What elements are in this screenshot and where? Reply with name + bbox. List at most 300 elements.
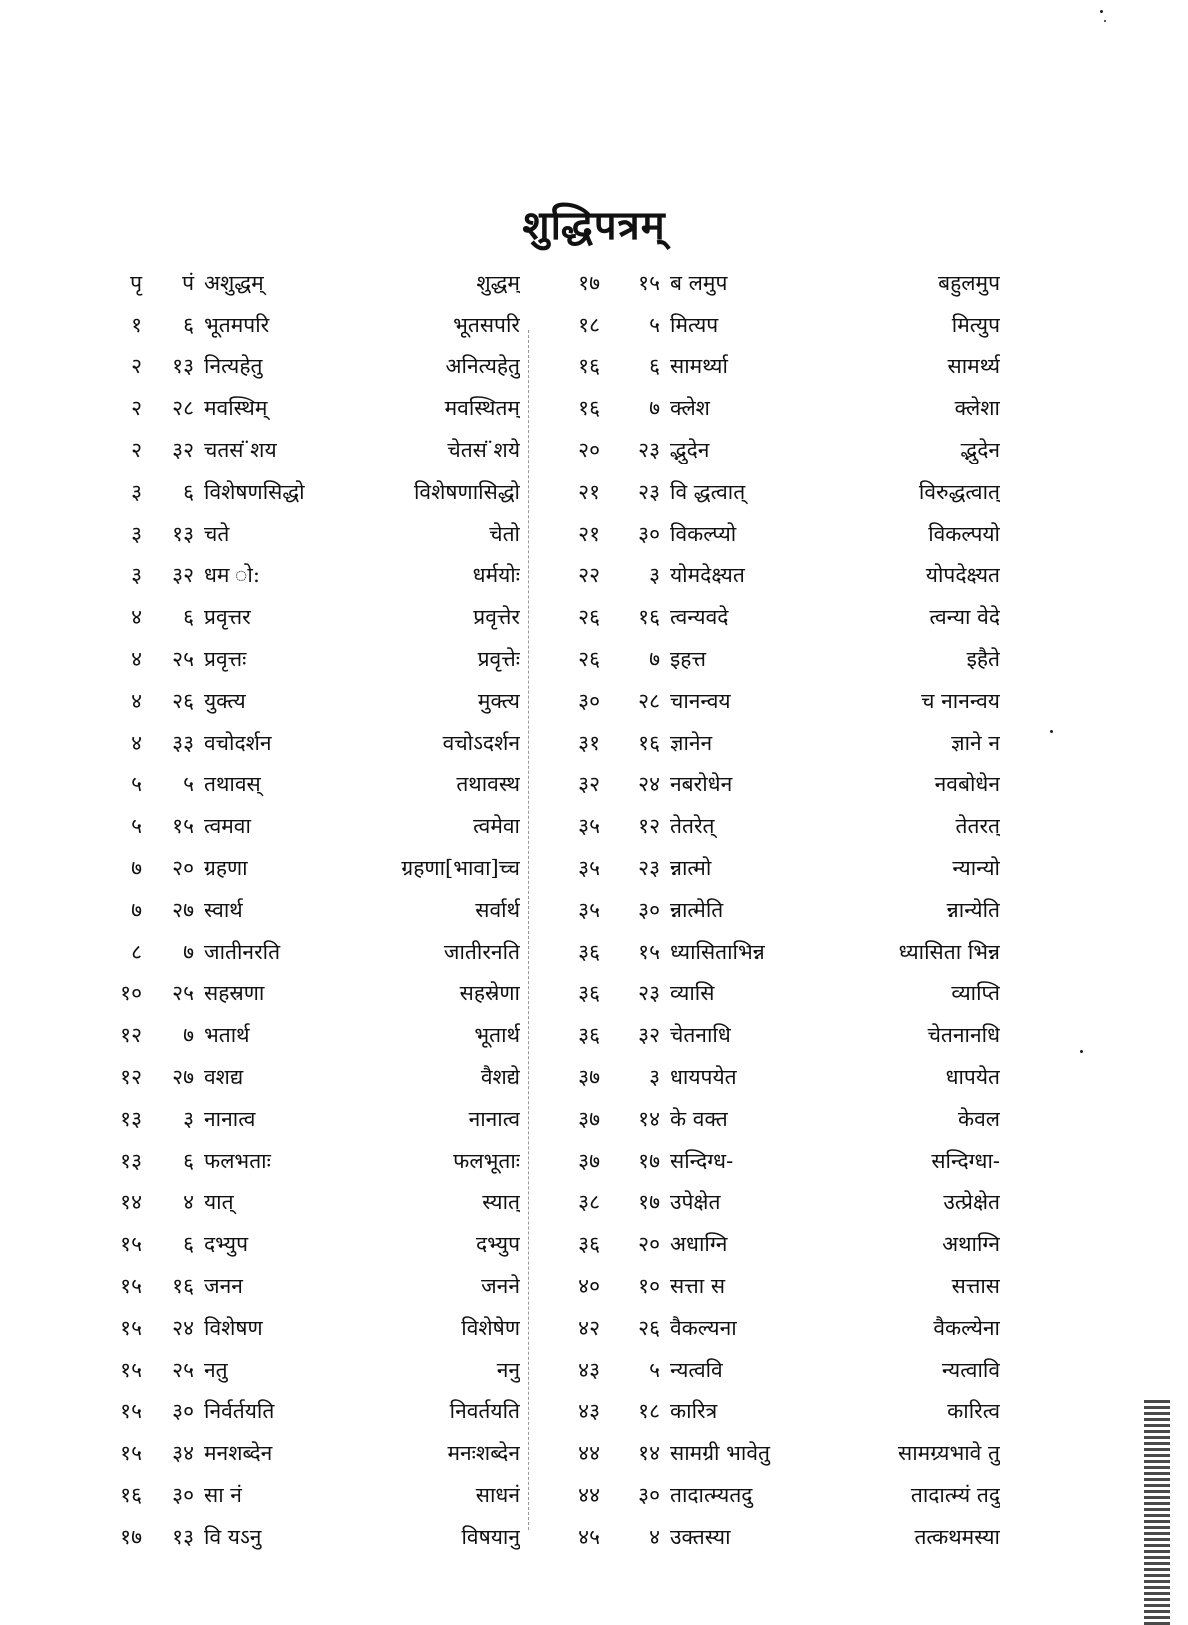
errata-row: [560, 1432, 1000, 1474]
errata-row: [560, 680, 1000, 722]
row-correct: धापयेत: [945, 1065, 1000, 1090]
row-correct: च नानन्वय: [921, 688, 1000, 713]
row-page: ३१: [578, 730, 600, 755]
errata-row: [560, 1391, 1000, 1433]
row-line: १०: [638, 1274, 660, 1299]
row-page: ३५: [578, 897, 600, 922]
errata-row: [100, 304, 520, 346]
row-incorrect: वचोदर्शन: [204, 730, 272, 755]
row-line: १२: [638, 814, 660, 839]
row-correct: कारित्व: [947, 1399, 1000, 1424]
row-correct: चेतो: [489, 521, 520, 546]
row-line: ७: [183, 939, 194, 964]
row-page: १२: [120, 1023, 142, 1048]
row-line: ४: [649, 1524, 660, 1549]
row-page: १८: [578, 312, 600, 337]
row-incorrect: सामर्थ्या: [670, 354, 728, 379]
row-correct: तेतरत्: [955, 814, 1000, 839]
row-correct: स्यात्: [482, 1190, 520, 1215]
errata-row: [560, 262, 1000, 304]
errata-row: [100, 471, 520, 513]
row-correct: व्याप्ति: [951, 981, 1000, 1006]
row-correct: विषयानु: [461, 1524, 520, 1549]
row-correct: सामर्थ्य: [947, 354, 1000, 379]
errata-row: [100, 1391, 520, 1433]
row-correct: मवस्थितम्: [444, 396, 520, 421]
page-title: शुद्धिपत्रम्: [522, 202, 666, 249]
errata-list-left: [100, 304, 520, 1558]
row-incorrect: प्रवृत्तर: [204, 605, 251, 630]
row-page: ४३: [578, 1357, 600, 1382]
scan-speck: [1104, 20, 1106, 22]
row-correct: त्वमेवा: [473, 814, 520, 839]
errata-row: [560, 1182, 1000, 1224]
row-correct: निवर्तयति: [449, 1399, 520, 1424]
row-incorrect: तथावस्: [204, 772, 261, 797]
errata-row: [100, 638, 520, 680]
row-incorrect: उक्तस्या: [670, 1524, 731, 1549]
row-incorrect: इहत्त: [670, 647, 706, 672]
row-line: ७: [649, 647, 660, 672]
row-page: २: [131, 396, 142, 421]
row-correct: उत्प्रेक्षेत: [943, 1190, 1000, 1215]
errata-row: [560, 1516, 1000, 1558]
errata-row: [100, 1516, 520, 1558]
row-line: १३: [172, 1524, 194, 1549]
row-line: २०: [638, 1232, 660, 1257]
errata-row: [100, 513, 520, 555]
scan-speck: [1050, 730, 1053, 733]
errata-row: [100, 764, 520, 806]
row-line: ६: [183, 1148, 194, 1173]
row-line: २८: [172, 396, 194, 421]
errata-column-right: [560, 262, 1000, 1558]
row-page: ४५: [578, 1524, 600, 1549]
row-correct: वचोऽदर्शन: [442, 730, 520, 755]
row-line: ३२: [172, 563, 194, 588]
row-incorrect: उपेक्षेत: [670, 1190, 721, 1215]
errata-row: [100, 1432, 520, 1474]
row-line: २४: [638, 772, 660, 797]
row-incorrect: प्रवृत्तः: [204, 647, 247, 672]
row-line: २६: [172, 688, 194, 713]
row-incorrect: वि द्धत्वात्: [670, 479, 746, 504]
row-line: २७: [172, 897, 194, 922]
row-correct: योपदेक्ष्यत: [925, 563, 1000, 588]
row-correct: मित्युप: [951, 312, 1000, 337]
row-correct: जातीरनति: [443, 939, 520, 964]
scan-speck: [1080, 1050, 1083, 1053]
row-incorrect: ज्ञानेन: [670, 730, 713, 755]
errata-row: [100, 1349, 520, 1391]
row-incorrect: चते: [204, 521, 230, 546]
errata-row: [100, 596, 520, 638]
row-line: ३: [649, 1065, 660, 1090]
row-correct: विरुद्धत्वात्: [918, 479, 1000, 504]
row-line: ४: [183, 1190, 194, 1215]
row-line: १५: [638, 939, 660, 964]
row-incorrect: कारित्र: [670, 1399, 718, 1424]
errata-row: [560, 1307, 1000, 1349]
row-incorrect: अधाग्नि: [670, 1232, 728, 1257]
row-page: १५: [120, 1357, 142, 1382]
errata-row: [560, 1474, 1000, 1516]
row-incorrect: दभ्युप: [204, 1232, 248, 1257]
row-incorrect: चतस ̈शय: [204, 438, 277, 463]
row-correct: तथावस्थ: [456, 772, 520, 797]
row-page: १७: [578, 270, 600, 295]
row-line: १४: [638, 1441, 660, 1466]
errata-row: [100, 1182, 520, 1224]
row-page: ५: [131, 772, 142, 797]
row-page: १५: [120, 1441, 142, 1466]
row-incorrect: न्यत्ववि: [670, 1357, 723, 1382]
errata-row: [100, 1223, 520, 1265]
row-incorrect: ध्यासिताभिन्न: [670, 939, 765, 964]
errata-row: [560, 973, 1000, 1015]
row-page: ३२: [578, 772, 600, 797]
errata-row: [100, 680, 520, 722]
row-page: १४: [120, 1190, 142, 1215]
errata-row: [560, 1098, 1000, 1140]
errata-row: [560, 805, 1000, 847]
row-line: २७: [172, 1065, 194, 1090]
row-correct: इहैते: [966, 647, 1000, 672]
row-correct: ज्ञाने न: [951, 730, 1000, 755]
row-page: ७: [131, 856, 142, 881]
row-incorrect: तेतरेत्: [670, 814, 715, 839]
row-incorrect: ग्रहणा: [204, 856, 248, 881]
row-line: २५: [172, 1357, 194, 1382]
row-page: १७: [120, 1524, 142, 1549]
row-line: २५: [172, 981, 194, 1006]
errata-row: [560, 847, 1000, 889]
header-line: पं: [182, 270, 194, 295]
row-correct: बहुलमुप: [938, 270, 1000, 295]
errata-row: [560, 513, 1000, 555]
errata-row: [100, 722, 520, 764]
row-incorrect: जातीनरति: [204, 939, 281, 964]
row-correct: मुक्त्य: [477, 688, 520, 713]
errata-row: [100, 429, 520, 471]
row-line: १५: [638, 270, 660, 295]
row-incorrect: वैकल्यना: [670, 1315, 737, 1340]
row-correct: सत्तास: [951, 1274, 1000, 1299]
row-correct: विकल्पयो: [928, 521, 1000, 546]
row-line: ६: [183, 1232, 194, 1257]
row-correct: जनने: [481, 1274, 520, 1299]
row-incorrect: निर्वर्तयति: [204, 1399, 275, 1424]
row-page: ४: [131, 647, 142, 672]
scan-edge-mark: [1144, 1400, 1170, 1625]
errata-row: [100, 805, 520, 847]
row-correct: सन्दिग्धा-: [931, 1148, 1000, 1173]
column-header: [100, 262, 520, 304]
row-incorrect: यात्: [204, 1190, 234, 1215]
row-incorrect: वि यऽनु: [204, 1524, 262, 1549]
errata-row: [560, 1349, 1000, 1391]
row-incorrect: मनशब्देन: [204, 1441, 273, 1466]
row-line: ६: [183, 312, 194, 337]
row-line: ३०: [638, 897, 660, 922]
row-correct: चेतस ̈शये: [447, 438, 520, 463]
row-correct: सर्वार्थ: [475, 897, 520, 922]
row-page: १: [131, 312, 142, 337]
row-incorrect: धम ो:: [204, 563, 260, 588]
row-correct: नवबोधेन: [934, 772, 1000, 797]
errata-row: [100, 889, 520, 931]
errata-row: [100, 847, 520, 889]
row-incorrect: नित्यहेतु: [204, 354, 263, 379]
row-page: १२: [120, 1065, 142, 1090]
row-line: २४: [172, 1315, 194, 1340]
row-incorrect: सत्ता स: [670, 1274, 726, 1299]
errata-row: [100, 973, 520, 1015]
errata-row: [560, 1014, 1000, 1056]
row-incorrect: नतु: [204, 1357, 228, 1382]
row-line: ३३: [172, 730, 194, 755]
row-incorrect: सा नं: [204, 1483, 242, 1507]
row-line: ३०: [172, 1483, 194, 1507]
errata-row: [560, 889, 1000, 931]
errata-row: [560, 931, 1000, 973]
row-page: २६: [578, 647, 600, 672]
row-line: १३: [172, 354, 194, 379]
row-line: ३२: [172, 438, 194, 463]
row-page: ३५: [578, 856, 600, 881]
row-page: ३७: [578, 1148, 600, 1173]
row-line: १६: [172, 1274, 194, 1299]
errata-row: [100, 346, 520, 388]
row-page: ४: [131, 605, 142, 630]
row-page: ३६: [578, 1023, 600, 1048]
errata-row: [100, 1265, 520, 1307]
row-incorrect: त्वमवा: [204, 814, 251, 839]
row-line: १७: [638, 1190, 660, 1215]
row-line: १५: [172, 814, 194, 839]
errata-row: [560, 387, 1000, 429]
row-correct: तत्कथमस्या: [914, 1524, 1000, 1549]
row-page: २: [131, 354, 142, 379]
row-line: २५: [172, 647, 194, 672]
row-page: ३०: [578, 688, 600, 713]
row-correct: साधनं: [475, 1483, 520, 1507]
row-line: ३०: [638, 521, 660, 546]
row-incorrect: नबरोधेन: [670, 772, 733, 797]
row-page: ४४: [578, 1441, 600, 1466]
row-incorrect: व्यासि: [670, 981, 715, 1006]
row-correct: न्नान्येति: [946, 897, 1000, 922]
errata-row: [560, 429, 1000, 471]
row-page: ४४: [578, 1483, 600, 1507]
row-incorrect: द्भुदेन: [670, 438, 710, 463]
scan-speck: [1100, 10, 1103, 13]
row-correct: भूतार्थ: [474, 1023, 520, 1048]
errata-row: [560, 1223, 1000, 1265]
row-incorrect: योमदेक्ष्यत: [670, 563, 745, 588]
row-incorrect: क्लेश: [670, 396, 710, 421]
row-line: ७: [183, 1023, 194, 1048]
row-correct: प्रवृत्तेः: [477, 647, 520, 672]
row-correct: वैशद्ये: [480, 1065, 520, 1090]
row-incorrect: भूतमपरि: [204, 312, 270, 337]
row-page: २२: [578, 563, 600, 588]
row-page: १५: [120, 1399, 142, 1424]
row-correct: प्रवृत्तेर: [473, 605, 520, 630]
row-correct: अथाग्नि: [942, 1232, 1000, 1257]
row-line: ५: [183, 772, 194, 797]
row-line: २८: [638, 688, 660, 713]
row-page: ३६: [578, 981, 600, 1006]
row-correct: चेतनानधि: [927, 1023, 1000, 1048]
errata-row: [560, 722, 1000, 764]
row-incorrect: सामग्री भावेतु: [670, 1441, 770, 1466]
row-page: १०: [120, 981, 142, 1006]
header-page: पृ: [130, 270, 142, 295]
row-correct: सहस्रेणा: [459, 981, 520, 1006]
row-page: ४२: [578, 1315, 600, 1340]
errata-row: [100, 1098, 520, 1140]
row-page: ३७: [578, 1065, 600, 1090]
row-correct: ध्यासिता भिन्न: [898, 939, 1000, 964]
row-page: १६: [578, 396, 600, 421]
row-page: ३६: [578, 1232, 600, 1257]
errata-row: [560, 346, 1000, 388]
row-page: ४: [131, 688, 142, 713]
errata-list-right: [560, 262, 1000, 1558]
errata-row: [560, 1056, 1000, 1098]
row-line: १६: [638, 730, 660, 755]
row-incorrect: चेतनाधि: [670, 1023, 731, 1048]
row-incorrect: विकल्प्यो: [670, 521, 737, 546]
row-line: ६: [649, 354, 660, 379]
row-line: १३: [172, 521, 194, 546]
row-line: ३०: [638, 1483, 660, 1507]
row-correct: विशेषणासिद्धो: [413, 479, 520, 504]
errata-row: [560, 638, 1000, 680]
row-correct: वैकल्येना: [933, 1315, 1000, 1340]
row-correct: द्भुदेन: [960, 438, 1000, 463]
row-incorrect: विशेषणसिद्धो: [204, 479, 305, 504]
errata-row: [100, 1474, 520, 1516]
row-correct: तादात्म्यं तदु: [910, 1483, 1000, 1507]
row-page: १५: [120, 1232, 142, 1257]
row-correct: ननु: [496, 1357, 520, 1382]
row-line: २३: [638, 438, 660, 463]
row-incorrect: सन्दिग्ध-: [670, 1148, 734, 1173]
row-correct: ग्रहणा[भावा]च्च: [401, 856, 520, 881]
row-correct: भूतसपरि: [453, 312, 520, 337]
row-page: ४: [131, 730, 142, 755]
column-divider: [528, 330, 529, 1530]
row-page: ८: [131, 939, 142, 964]
row-line: ५: [649, 312, 660, 337]
row-incorrect: जनन: [204, 1274, 243, 1299]
row-correct: केवल: [957, 1106, 1000, 1131]
errata-row: [560, 596, 1000, 638]
row-incorrect: चानन्वय: [670, 688, 731, 713]
row-page: ७: [131, 897, 142, 922]
row-correct: दभ्युप: [476, 1232, 520, 1257]
row-page: ३८: [578, 1190, 600, 1215]
errata-row: [100, 931, 520, 973]
row-page: १६: [120, 1483, 142, 1507]
row-page: ३: [131, 479, 142, 504]
errata-row: [560, 1265, 1000, 1307]
row-incorrect: धायपयेत: [670, 1065, 737, 1090]
row-page: २०: [578, 438, 600, 463]
row-incorrect: विशेषण: [204, 1315, 263, 1340]
row-page: १५: [120, 1274, 142, 1299]
header-correct: शुद्धम्: [476, 270, 520, 295]
row-incorrect: स्वार्थ: [204, 897, 243, 922]
row-page: २१: [578, 479, 600, 504]
errata-row: [100, 1014, 520, 1056]
row-incorrect: फलभताः: [204, 1148, 271, 1173]
row-page: १३: [120, 1106, 142, 1131]
errata-row: [560, 471, 1000, 513]
errata-row: [560, 764, 1000, 806]
errata-row: [560, 1140, 1000, 1182]
row-line: ५: [649, 1357, 660, 1382]
row-correct: त्वन्या वेदे: [929, 605, 1000, 630]
row-line: १७: [638, 1148, 660, 1173]
row-line: १६: [638, 605, 660, 630]
errata-row: [100, 555, 520, 597]
row-correct: न्यत्वावि: [941, 1357, 1000, 1382]
row-page: ३६: [578, 939, 600, 964]
row-page: ३: [131, 563, 142, 588]
row-page: १५: [120, 1315, 142, 1340]
row-line: ३४: [172, 1441, 194, 1466]
row-page: ३: [131, 521, 142, 546]
row-line: ६: [183, 605, 194, 630]
row-line: ३: [649, 563, 660, 588]
row-correct: नानात्व: [468, 1106, 520, 1131]
row-correct: फलभूताः: [453, 1148, 520, 1173]
row-line: १४: [638, 1106, 660, 1131]
row-line: ३२: [638, 1023, 660, 1048]
row-incorrect: ब लमुप: [670, 270, 728, 295]
row-incorrect: के वक्त: [670, 1106, 728, 1131]
row-line: ६: [183, 479, 194, 504]
row-incorrect: मित्यप: [670, 312, 719, 337]
errata-column-left: [100, 262, 520, 1558]
row-correct: क्लेशा: [954, 396, 1000, 421]
row-page: २: [131, 438, 142, 463]
row-correct: न्यान्यो: [952, 856, 1000, 881]
row-line: २३: [638, 981, 660, 1006]
errata-row: [100, 387, 520, 429]
row-correct: अनित्यहेतु: [445, 354, 520, 379]
errata-row: [560, 555, 1000, 597]
row-line: ७: [649, 396, 660, 421]
errata-row: [100, 1056, 520, 1098]
row-incorrect: मवस्थिम्: [204, 396, 268, 421]
row-page: ४०: [578, 1274, 600, 1299]
row-page: ३७: [578, 1106, 600, 1131]
row-correct: सामग्र्यभावे तु: [898, 1441, 1000, 1466]
row-correct: मनःशब्देन: [447, 1441, 520, 1466]
row-incorrect: युक्त्य: [204, 688, 246, 713]
row-incorrect: न्नात्मेति: [670, 897, 724, 922]
row-page: २६: [578, 605, 600, 630]
row-page: १३: [120, 1148, 142, 1173]
errata-row: [560, 304, 1000, 346]
row-page: ५: [131, 814, 142, 839]
row-page: ४३: [578, 1399, 600, 1424]
row-incorrect: नानात्व: [204, 1106, 256, 1131]
